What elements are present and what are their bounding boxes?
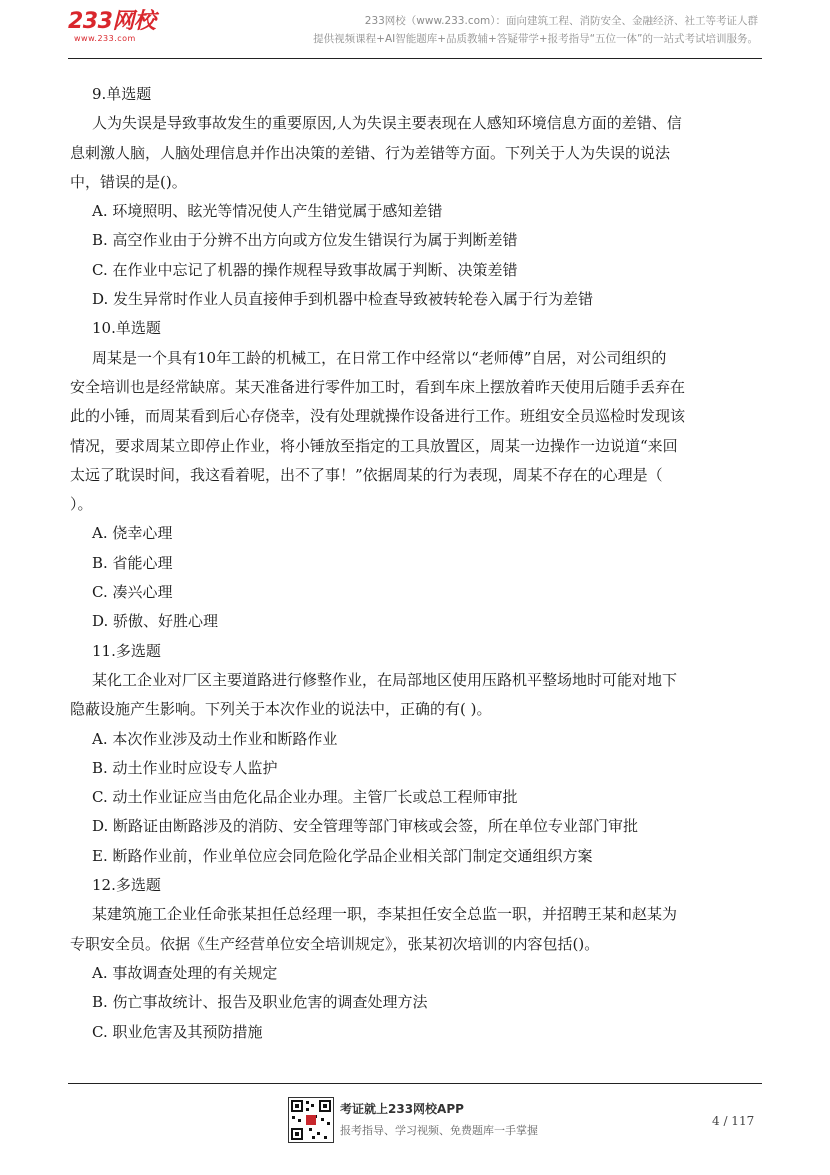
logo-url: www.233.com [74, 34, 136, 43]
text-line: B. 伤亡事故统计、报告及职业危害的调查处理方法 [92, 993, 428, 1012]
footer-divider [68, 1083, 762, 1084]
qr-code-icon [288, 1097, 334, 1143]
header-tagline-line-2: 提供视频课程+AI智能题库+品质教辅+答疑带学+报考指导“五位一体”的一站式考试培训服务。 [313, 33, 758, 45]
text-line: D. 发生异常时作业人员直接伸手到机器中检查导致被转轮卷入属于行为差错 [92, 290, 594, 309]
text-line: C. 职业危害及其预防措施 [92, 1022, 263, 1041]
text-line: E. 断路作业前，作业单位应会同危险化学品企业相关部门制定交通组织方案 [92, 846, 593, 865]
text-line: B. 动土作业时应设专人监护 [92, 758, 278, 777]
text-line: 某化工企业对厂区主要道路进行修整作业，在局部地区使用压路机平整场地时可能对地下 [92, 670, 678, 689]
text-line: A. 本次作业涉及动土作业和断路作业 [92, 729, 338, 748]
text-line: 情况，要求周某立即停止作业，将小锤放至指定的工具放置区，周某一边操作一边说道“来回 [70, 436, 678, 455]
site-logo[interactable] [68, 10, 155, 44]
text-line: C. 在作业中忘记了机器的操作规程导致事故属于判断、决策差错 [92, 260, 518, 279]
text-line: 9.单选题 [92, 85, 152, 103]
logo-text: 233网校 [68, 9, 156, 34]
text-line: 人为失误是导致事故发生的重要原因,人为失误主要表现在人感知环境信息方面的差错、信 [92, 114, 682, 133]
text-line: 太远了耽误时间，我这看着呢，出不了事！”依据周某的行为表现，周某不存在的心理是（ [70, 465, 663, 484]
text-line: D. 断路证由断路涉及的消防、安全管理等部门审核或会签，所在单位专业部门审批 [92, 817, 639, 836]
text-line: B. 高空作业由于分辨不出方向或方位发生错误行为属于判断差错 [92, 231, 518, 250]
page-number: 4 / 117 [712, 1114, 755, 1128]
text-line: C. 凑兴心理 [92, 583, 173, 602]
text-line: A. 环境照明、眩光等情况使人产生错觉属于感知差错 [92, 202, 443, 221]
document-body [70, 80, 770, 1047]
text-line: ）。 [70, 495, 93, 514]
header-tagline [313, 12, 758, 48]
text-line: 专职安全员。依据《生产经营单位安全培训规定》，张某初次培训的内容包括()。 [70, 934, 600, 953]
text-line: D. 骄傲、好胜心理 [92, 612, 219, 631]
header-tagline-line-1: 233网校（www.233.com）：面向建筑工程、消防安全、金融经济、社工等考证人群 [364, 15, 758, 27]
text-line: 中，错误的是()。 [70, 172, 187, 191]
text-line: A. 侥幸心理 [92, 524, 173, 543]
text-line: 周某是一个具有10年工龄的机械工，在日常工作中经常以“老师傅”自居，对公司组织的 [92, 348, 667, 367]
text-line: A. 事故调查处理的有关规定 [92, 963, 278, 982]
text-line: 某建筑施工企业任命张某担任总经理一职，李某担任安全总监一职，并招聘王某和赵某为 [92, 905, 678, 924]
text-line: 12.多选题 [92, 876, 161, 895]
page-header [0, 0, 830, 62]
footer-app-subtitle: 报考指导、学习视频、免费题库一手掌握 [340, 1124, 538, 1137]
text-line: C. 动土作业证应当由危化品企业办理。主管厂长或总工程师审批 [92, 788, 518, 807]
text-line: 10.单选题 [92, 319, 161, 338]
text-line: 11.多选题 [92, 641, 161, 660]
footer-app-title: 考证就上233网校APP [340, 1102, 464, 1116]
text-line: 安全培训也是经常缺席。某天准备进行零件加工时，看到车床上摆放着昨天使用后随手丢弃在 [70, 377, 686, 396]
text-line: B. 省能心理 [92, 553, 173, 572]
header-divider [68, 58, 762, 59]
text-line: 息刺激人脑，人脑处理信息并作出决策的差错、行为差错等方面。下列关于人为失误的说法 [70, 143, 671, 162]
text-line: 此的小锤，而周某看到后心存侥幸，没有处理就操作设备进行工作。班组安全员巡检时发现该 [70, 407, 686, 426]
text-line: 隐蔽设施产生影响。下列关于本次作业的说法中，正确的有( )。 [70, 700, 492, 719]
